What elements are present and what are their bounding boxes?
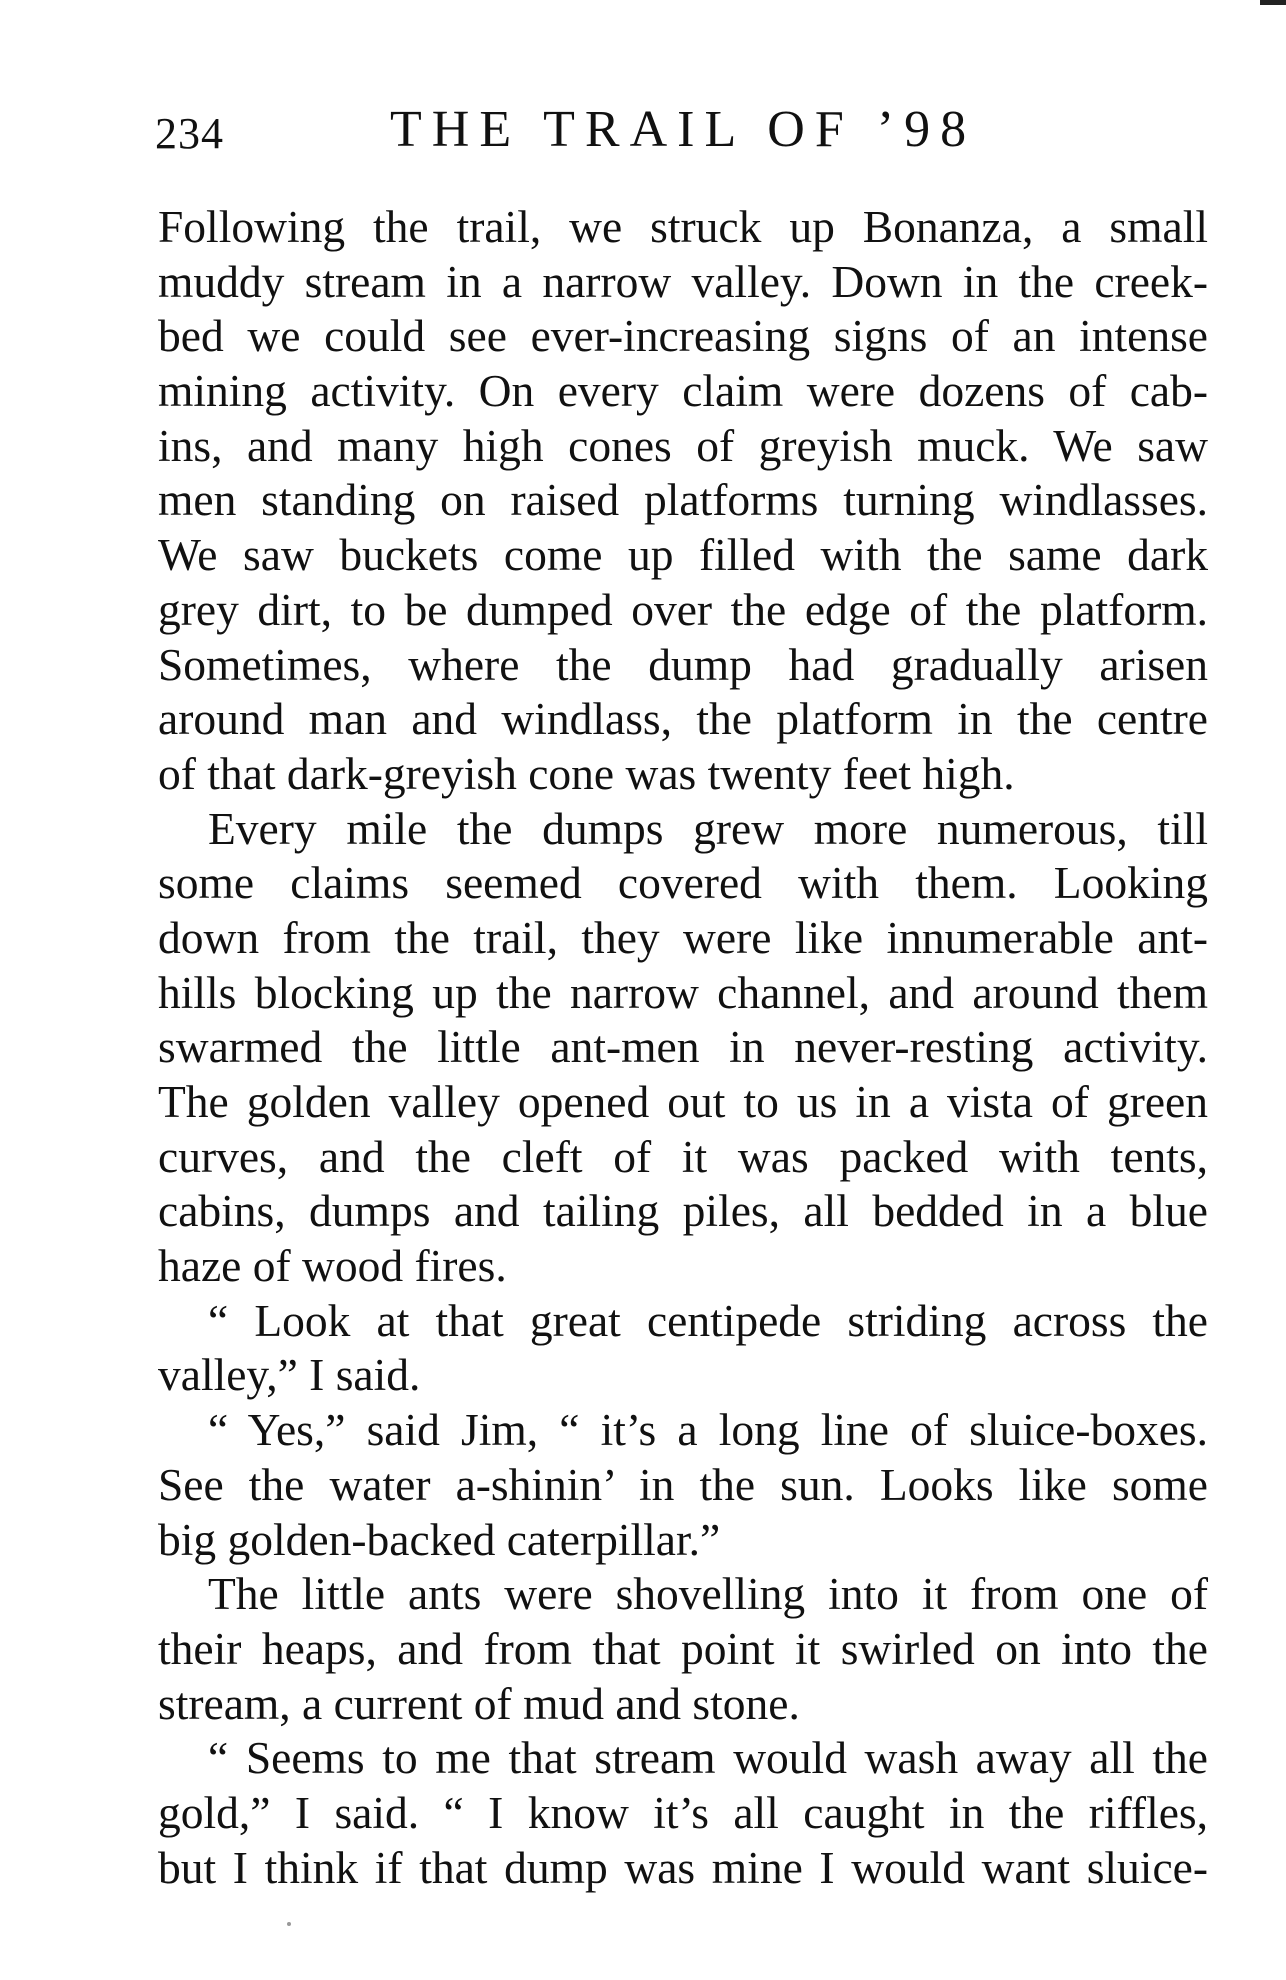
text-line: grey dirt, to be dumped over the edge of the platform. — [158, 583, 1208, 635]
text-line: “ Yes,” said Jim, “ it’s a long line of sluice-boxes. — [208, 1404, 1208, 1456]
text-line: cabins, dumps and tailing piles, all bedded in a blue — [158, 1185, 1208, 1237]
text-line: “ Seems to me that stream would wash away all the — [208, 1732, 1208, 1784]
page-header — [155, 100, 1205, 160]
text-line: gold,” I said. “ I know it’s all caught in the riffles, — [158, 1786, 1208, 1838]
text-line: We saw buckets come up filled with the same dark — [158, 529, 1208, 581]
text-line: mining activity. On every claim were dozens of cab- — [158, 365, 1208, 417]
text-line: Following the trail, we struck up Bonanza, a small — [158, 201, 1208, 252]
text-line: men standing on raised platforms turning windlasses. — [158, 474, 1208, 526]
scan-mark — [1260, 0, 1286, 5]
text-line: curves, and the cleft of it was packed with tents, — [158, 1130, 1208, 1182]
text-line: around man and windlass, the platform in the centre — [158, 693, 1208, 745]
running-title: THE TRAIL OF ’98 — [390, 101, 977, 158]
text-line: haze of wood fires. — [158, 1240, 507, 1292]
text-line: The little ants were shovelling into it from one of — [208, 1568, 1208, 1620]
text-line: Sometimes, where the dump had gradually arisen — [158, 638, 1208, 690]
text-line: of that dark-greyish cone was twenty feet high. — [158, 747, 1015, 799]
text-line: hills blocking up the narrow channel, and around them — [158, 966, 1208, 1018]
text-line: swarmed the little ant-men in never-resting activity. — [158, 1021, 1208, 1073]
body-text — [158, 200, 1208, 1895]
text-line: big golden-backed caterpillar.” — [158, 1513, 721, 1565]
text-line: their heaps, and from that point it swirled on into the — [158, 1622, 1208, 1674]
text-line: valley,” I said. — [158, 1349, 421, 1401]
text-line: bed we could see ever-increasing signs of an intense — [158, 310, 1208, 362]
scan-speck — [287, 1922, 291, 1926]
text-line: some claims seemed covered with them. Looking — [158, 857, 1208, 909]
text-line: Every mile the dumps grew more numerous, till — [208, 802, 1208, 854]
text-line: stream, a current of mud and stone. — [158, 1677, 800, 1729]
text-line: The golden valley opened out to us in a vista of green — [158, 1076, 1208, 1127]
text-line: “ Look at that great centipede striding across the — [208, 1294, 1208, 1346]
text-line: See the water a-shinin’ in the sun. Looks like some — [158, 1458, 1208, 1510]
text-line: down from the trail, they were like innumerable ant- — [158, 911, 1208, 963]
page-number: 234 — [155, 109, 224, 158]
text-line: ins, and many high cones of greyish muck. We saw — [158, 419, 1208, 471]
text-line: but I think if that dump was mine I would want sluice- — [158, 1841, 1208, 1893]
text-line: muddy stream in a narrow valley. Down in the creek- — [158, 255, 1208, 307]
